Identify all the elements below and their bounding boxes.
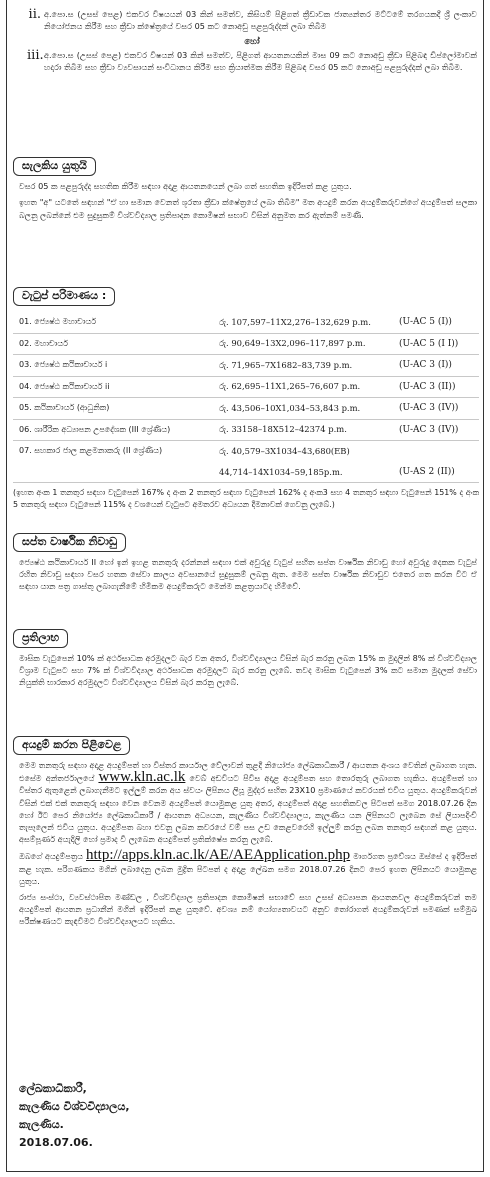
qualifications-continued <box>27 6 477 74</box>
table-row <box>13 312 479 333</box>
application-text: වෙබ් අඩවියට පිවිස අදාළ අයදුම්පත සහ තොරතුරු ලබාගත හැකිය. අයදුම්පත් හා විස්තර ඇතුළෙන් ලබාගැනීමට ඉල්ලුම් කරන අය ස්වයං ලිපිනය ලියූ මුද්දර සහිත 23X10 ප්‍රමාණයේ කවරයක් එවිය යුතුය. අයදුම්කරුවන් විසින් එක් එක් තනතුරු සඳහා වෙන වෙනම අයදුම්පත් යොමුකළ යුතු අතර, අයදුම්පත් අදාළ සහතිකවල පිටපත් සමග 2018.07.26 දින හෝ ඊට පෙර නියෝජ්‍ය ලේඛකාධිකාරී / ආයතන අධ්‍යයන, කැලණිය විශ්වවිද්‍යාලය, කැලණිය යන ලිපිනයට ලැබෙන සේ ලියාපදිංචි තැපෑලෙන් එවිය යුතුය. අයදුම්පත බහා එවනු ලබන කවරයේ වම් පස උඩ කෙළවරෙහි ඉල්ලුම් කරනු ලබන තනතුර සඳහන් කළ යුතුය. අසම්පූර්ණ අයැදිලි හෝ ප්‍රමාද වී ලැබෙන අයදුම්පත් ප්‍රතික්ෂේප කරනු ලැබේ. <box>19 773 477 845</box>
benefits-section <box>13 626 479 689</box>
online-application-link[interactable]: http://apps.kln.ac.lk/AE/AEApplication.php <box>86 847 351 864</box>
application-text: මාර්ගගත ප්‍රවේශය ඔස්සේ ද ඉදිරිපත් කළ හැක. පරිගණකය මගින් ලබාදෙනු ලබන මුද්‍රිත පිටපත් ද අදාළ ලේඛන සමග 2018.07.26 දිනට පෙර ඉහත ලිපිනයට යොමුකළ යුතුය. <box>19 851 478 886</box>
table-row <box>13 398 479 420</box>
grade-cell: (U-AC 3 (I)) <box>399 355 479 377</box>
application-text: ඔබගේ අයදුම්පත්‍රය <box>19 851 84 862</box>
table-row <box>13 376 479 398</box>
or-separator: හෝ <box>244 36 260 47</box>
qualification-text: අ.පො.ස (උසස් පෙළ) එකවර විෂයයන් 03 කින් සමත්ව, කිසියම් පිළිගත් ක්‍රීඩාවක ජාත්‍යන්තර මට්ටමේ තරගයකදී ශ්‍රී ලංකාව නියෝජනය කිරීම සහ ක්‍රීඩා ක්ෂේත්‍රයේ වසර 05 කට නොඅඩු පළපුරුද්දක් ලබා තිබීම <box>44 9 477 32</box>
sabbatical-text: ජ්‍යෙෂ්ඨ කථිකාචාර්ය II හෝ ඉන් ඉහළ තනතුරු දරන්නන් සඳහා එක් අවුරුදු වැටුප් සහිත සප්ත වාර්ෂික නිවාඩු හෝ අවුරුදු දෙකක වැටුප් රහිත නිවාඩු සඳහා වසර හතක සේවා කාලය අවසානයේ සුදුසුකම් ලබනු ඇත. මෙම සප්ත වාර්ෂික නිවාඩුව එතෙර ගත කරන විට ඒ සඳහා යාන පත්‍ර ගාස්තු ලබාගැනීමේ හිමිකම අයදුම්කරුට මෙන්ම කළත්‍රයාටද හිමිවේ. <box>19 557 477 592</box>
table-row <box>13 462 479 483</box>
table-row <box>13 355 479 377</box>
allowance-note: (ඉහත අංක 1 තනතුර සඳහා වැටුපෙන් 167% ද අංක 2 තනතුර සඳහා වැටුපෙන් 162% ද අංක3 සහ 4 තනතුර සඳහා වැටුපෙන් 151% ද අංක 5 තනතුරු සඳහා වැටුපෙන් 115% ද වශයෙන් වැටුපට අමතරව අධ්‍යයන දීමනාවක් ගෙවනු ලැබේ.) <box>13 488 479 509</box>
scale-cell: රු. 40,579–3X1034–43,680(EB) <box>219 445 350 456</box>
grade-cell: (U-AC 3 (II)) <box>399 376 479 398</box>
application-section <box>13 733 479 928</box>
table-row <box>13 419 479 441</box>
institution-paragraph: රාජ්‍ය සංස්ථා, ව්‍යවස්ථාපිත මණ්ඩල , විශ්වවිද්‍යාල ප්‍රතිපාදන කොමිෂන් සභාවේ සහ උසස් අධ්‍යාපන ආයතනවල අයදුම්කරුවන් තම අයදුම්පත් ආයතන ප්‍රධානීන් මගින් ඉදිරිපත් කළ යුතුවේ. අවශ්‍ය නම් යෝග්‍යතාවයට අනුව තෝරාගත් අයදුම්කරුවන් පමණක් සම්මුඛ පරීක්ෂණයට කැඳවීමට විශ්වවිද්‍යාලයට හැකිය. <box>19 892 477 927</box>
salary-table <box>13 312 479 483</box>
grade-cell: (U-AS 2 (II)) <box>399 462 479 483</box>
grade-cell: (U-AC 5 (I)) <box>399 312 479 333</box>
post-cell <box>13 462 219 483</box>
sabbatical-section <box>13 530 479 593</box>
roman-numeral: ii. <box>28 7 41 22</box>
note-paragraph: වසර 05 ක පළපුරුද්ද සහතික කිරීම සඳහා අදාළ ආයතනයෙන් ලබා ගත් සහතික ඉදිරිපත් කළ යුතුය. <box>19 181 352 191</box>
advertisement-page <box>6 0 484 1172</box>
section-heading: සප්ත වාර්ෂික නිවාඩු <box>13 533 126 552</box>
post-cell: 04. ජ්‍යෙෂ්ඨ කථිකාචාර්ය ii <box>13 376 219 398</box>
note-paragraph: ඉහත "අ" යටතේ සඳහන් "ඒ හා සමාන වෙනත් ශූරතා ක්‍රීඩා ක්ෂේත්‍රයේ ලබා තිබීම" මත අයදුම් කරන අයදුම්කරුවන්ගේ අයදුම්පත් සලකා බලනු ලබන්නේ එම සුදුසුකම් විශ්වවිද්‍යාල ප්‍රතිපාදන කොමිෂන් සභාව විසින් අනුමත කර ඇත්නම් පමණි. <box>19 197 477 220</box>
section-heading: ප්‍රතිලාභ <box>13 629 68 648</box>
grade-cell <box>399 441 479 462</box>
scale-cell: රු. 90,649–13X2,096–117,897 p.m. <box>219 333 399 355</box>
post-cell: 07. සහකාර ජාල කළමනාකරු (II ශ්‍රේණිය) <box>19 446 163 456</box>
university-name: කැලණිය විශ්වවිද්‍යාලය, <box>19 1100 130 1113</box>
note-section <box>13 154 479 221</box>
table-row <box>13 441 479 462</box>
grade-cell: (U-AC 5 (I I)) <box>399 333 479 355</box>
signoff <box>13 1080 479 1149</box>
scale-cell: රු. 33158–18X512–42374 p.m. <box>219 419 399 441</box>
roman-numeral: iii. <box>27 47 44 63</box>
scale-cell: රු. 71,965–7X1682–83,739 p.m. <box>219 355 399 377</box>
post-cell: 01. ජ්‍යෙෂ්ඨ මහාචාර්ය <box>13 312 219 333</box>
qualification-item-iii <box>27 49 477 74</box>
scale-cell: රු. 107,597–11X2,276–132,629 p.m. <box>219 312 399 333</box>
scale-cell: රු. 62,695–11X1,265–76,607 p.m. <box>219 376 399 398</box>
notice-date: 2018.07.06. <box>19 1136 93 1149</box>
post-cell: 06. ශාරීරික අධ්‍යාපන උපදේශක (III ශ්‍රේණිය) <box>13 419 219 441</box>
application-paragraph <box>13 759 479 845</box>
post-cell: 03. ජ්‍යෙෂ්ඨ කථිකාචාර්ය i <box>13 355 219 377</box>
signatory-title: ලේඛකාධිකාරී, <box>19 1082 87 1095</box>
qualification-text: අ.පො.ස (උසස් පෙළ) එකවර විෂයන් 03 කින් සමත්ව, පිළිගත් ආයතනයකින් මාස 09 කට නොඅඩු ක්‍රීඩා පිළිබඳ ඩිප්ලෝමාවක් හදාරා තිබීම සහ ක්‍රීඩා ව්‍යවසායන් සංවිධානය කිරීම සහ ක්‍රියාත්මක කිරීම පිළිබඳ වසර 05 කට නොඅඩු පළපුරුද්දක් ලබා තිබීම. <box>44 49 477 73</box>
qualification-item-ii <box>27 8 477 33</box>
scale-cell: රු. 43,506–10X1,034–53,843 p.m. <box>219 398 399 420</box>
table-row <box>13 333 479 355</box>
website-link[interactable]: www.kln.ac.lk <box>98 769 186 786</box>
scale-cell: 44,714–14X1034–59,185p.m. <box>219 462 399 483</box>
section-heading: වැටුප් පරිමාණය : <box>13 287 115 306</box>
online-application-paragraph <box>13 849 479 887</box>
section-heading: සැලකිය යුතුයි <box>13 157 96 176</box>
grade-cell: (U-AC 3 (IV)) <box>399 398 479 420</box>
benefits-text: මාසික වැටුපෙන් 10% ක් අර්ථසාධක අරමුදලට බැර වන අතර, විශ්වවිද්‍යාලය විසින් බැර කරනු ලබන 15% ක මුදලින් 8% ක් විශ්වවිද්‍යාල විශ්‍රාම වැටුපට සහ 7% ක් විශ්වවිද්‍යාල අර්ථසාධක අරමුදලට බැර කරනු ලැබේ. තවද මාසික වැටුපෙන් 3% කට සමාන මුදලක් සේවා නියුක්ති භාරකාර අරමුදලට විශ්වවිද්‍යාලය විසින් බැර කරනු ලැබේ. <box>19 653 477 688</box>
salary-section <box>13 284 479 518</box>
post-cell: 05. කථිකාචාර්ය (ආධුනික) <box>13 398 219 420</box>
post-cell: 02. මහාචාර්ය <box>13 333 219 355</box>
section-heading: අයදුම් කරන පිළිවෙළ <box>13 736 130 755</box>
location: කැලණිය. <box>19 1118 64 1131</box>
grade-cell: (U-AC 3 (IV)) <box>399 419 479 441</box>
application-text: මෙම තනතුරු සඳහා අදාළ අයදුම්පත් හා විස්තර කාර්යාල වේලාවන් තුළදී නියෝජ්‍ය ලේඛකාධිකාරී / ආයතන අංශය වෙතින් ලබාගත හැක. එසේම අන්තර්ජාලයේ <box>19 760 477 784</box>
